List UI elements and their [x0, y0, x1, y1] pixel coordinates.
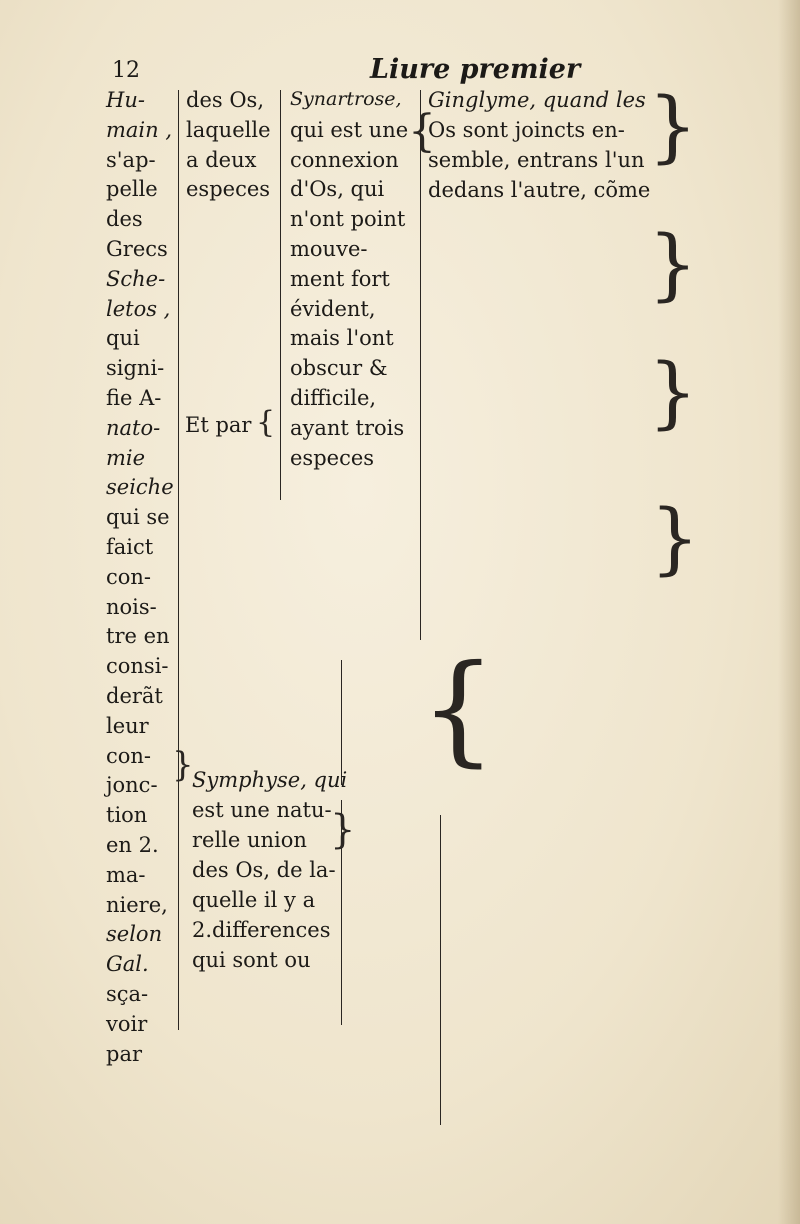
col2a-line: especes	[186, 177, 271, 202]
col1-line: Sche-	[106, 266, 166, 291]
brace-gomphose-ex: }	[648, 348, 698, 438]
col3a-line: évident,	[290, 296, 376, 321]
col1-line: voir	[106, 1011, 148, 1036]
col1-line: letos ,	[106, 296, 171, 321]
sans-rule	[341, 660, 342, 785]
col1-line: con-	[106, 564, 152, 589]
col3a-line: obscur &	[290, 356, 388, 381]
running-title: Liure premier	[370, 54, 581, 85]
col1-line: Hu-	[106, 88, 145, 112]
col1-line: ma-	[106, 862, 146, 887]
brace-ginglyme-ex: }	[648, 82, 698, 172]
col3a-line: especes	[290, 445, 375, 470]
col1-line: seiche	[106, 475, 174, 500]
col2a-line: des Os,	[186, 88, 264, 112]
col1-line: pelle	[106, 177, 158, 202]
col1-line: des	[106, 207, 143, 232]
col3a-line: mais l'ont	[290, 326, 394, 351]
brace-suture-ex: }	[648, 220, 698, 310]
col2b-line: quelle il y a	[192, 888, 316, 912]
col1-line: con-	[106, 743, 152, 768]
ginglyme-line: semble, entrans l'un	[428, 148, 645, 172]
col1-line: s'ap-	[106, 147, 156, 172]
col1-line: Grecs	[106, 237, 168, 261]
col1-line: mie	[106, 445, 146, 470]
col1-line: signi-	[106, 356, 165, 381]
col1-line: sça-	[106, 982, 149, 1006]
ginglyme-line: Ginglyme, quand les	[428, 88, 646, 112]
col1-line: tion	[106, 803, 148, 828]
col2b-line: des Os, de la-	[192, 858, 336, 882]
et-par-label: Et par	[185, 413, 252, 437]
col1-line: faict	[106, 535, 154, 559]
col3a-line: connexion	[290, 147, 399, 172]
col2b-line: est une natu-	[192, 798, 332, 822]
col2a-line: a deux	[186, 147, 257, 172]
syn-rule	[440, 815, 441, 1125]
ginglyme-line: Os sont joincts en-	[428, 118, 625, 142]
col1-line: main ,	[106, 117, 173, 142]
brace-sans-moyen: {	[420, 640, 497, 779]
col1-line: consi-	[106, 654, 169, 679]
col1-line: qui se	[106, 505, 170, 530]
col3a-line: d'Os, qui	[290, 177, 385, 202]
col1-line: selon	[106, 922, 163, 947]
col1-line: leur	[106, 713, 149, 738]
col1-line: par	[106, 1041, 143, 1066]
brace-union: }	[330, 807, 356, 853]
col1-line: derãt	[106, 684, 163, 708]
col1-line: fie A-	[106, 386, 162, 410]
col3a-line: n'ont point	[290, 207, 406, 232]
column-3-rule	[420, 90, 421, 640]
col1-line: Gal.	[106, 952, 149, 977]
column-1-rule	[178, 90, 179, 1030]
col2a-line: laquelle	[186, 117, 271, 142]
page-edge-shadow	[778, 0, 800, 1224]
col3a-line: ment fort	[290, 266, 390, 291]
brace-ginglyme: {	[408, 106, 436, 157]
page-number: 12	[112, 58, 140, 83]
col1-line: nois-	[106, 594, 157, 619]
col1-line: tre en	[106, 624, 170, 649]
col1-line: en 2.	[106, 833, 159, 857]
col3a-line: difficile,	[290, 386, 377, 410]
col1-line: niere,	[106, 892, 168, 917]
col1-line: jonc-	[106, 773, 158, 798]
col2b-line: qui sont ou	[192, 948, 311, 972]
ginglyme-line: dedans l'autre, cõme	[428, 178, 651, 202]
col2b-line: 2.differences	[192, 918, 331, 942]
column-2-rule	[280, 90, 281, 500]
col3a-line: qui est une	[290, 117, 409, 142]
brace-symphyse: }	[172, 745, 194, 785]
brace-armonie-ex: }	[650, 494, 700, 584]
col2b-line: relle union	[192, 828, 307, 852]
col3a-line: mouve-	[290, 237, 368, 261]
col1-line: nato-	[106, 415, 161, 440]
brace-et-par: {	[256, 405, 276, 440]
col3a-line: Synartrose,	[290, 88, 402, 110]
col2b-line: Symphyse, qui	[192, 768, 348, 792]
col1-line: qui	[106, 326, 140, 351]
col3a-line: ayant trois	[290, 415, 405, 440]
